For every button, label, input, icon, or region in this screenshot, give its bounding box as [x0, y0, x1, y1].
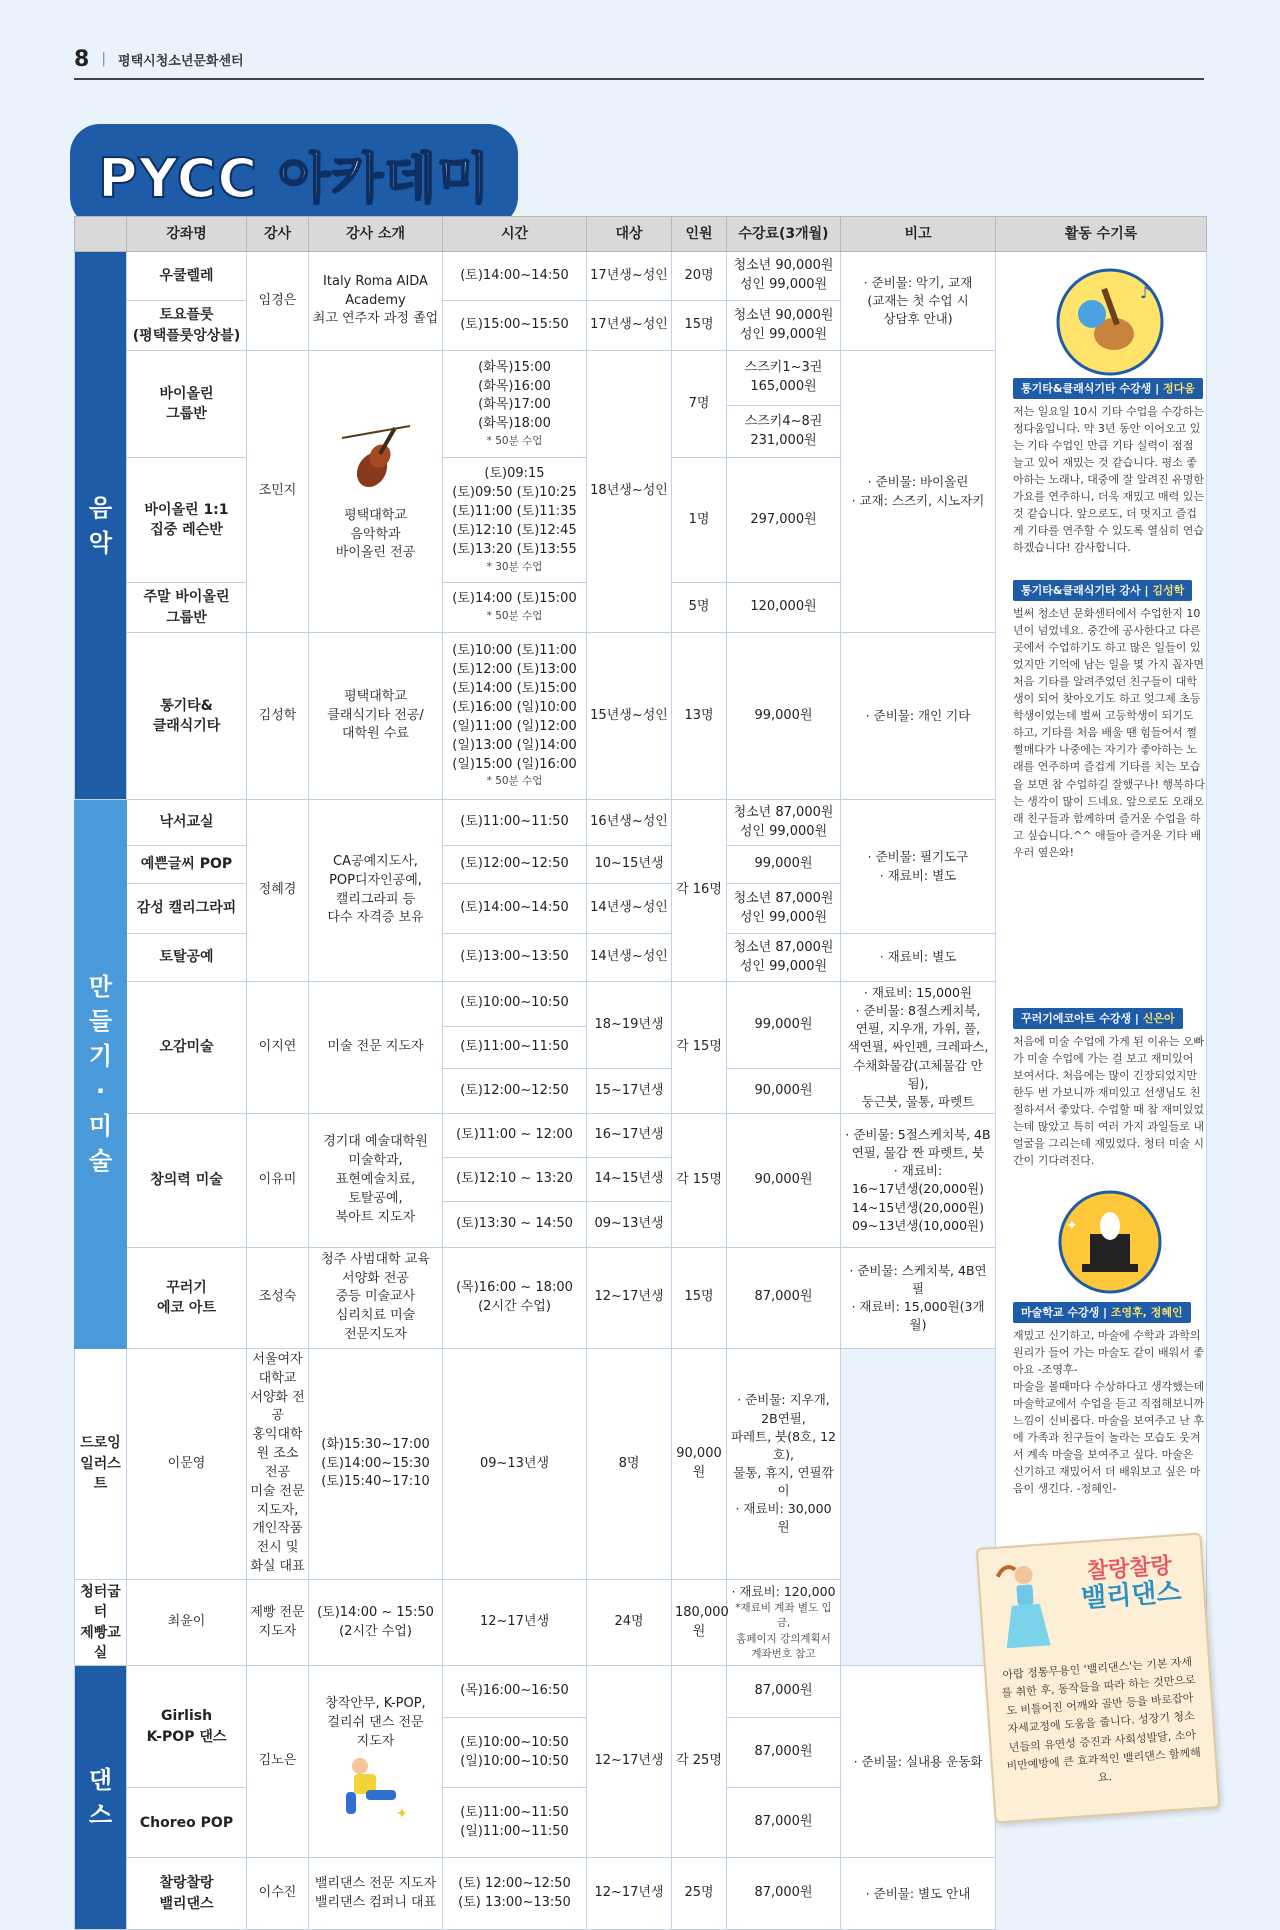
- course-target: 09~13년생: [587, 1201, 672, 1247]
- course-note: · 준비물: 개인 기타: [841, 633, 996, 800]
- course-note-cell: [727, 1580, 841, 1666]
- course-name: 토요플룻 (평택플룻앙상블): [127, 301, 247, 351]
- teacher-name: 최윤이: [127, 1580, 247, 1666]
- course-name: 오감미술: [127, 982, 247, 1114]
- teacher-intro: 청주 사범대학 교육 서양화 전공 중등 미술교사 심리치료 미술 전문지도자: [309, 1247, 443, 1348]
- teacher-intro-cell: [309, 351, 443, 633]
- course-fee: 청소년 87,000원 성인 99,000원: [727, 934, 841, 982]
- course-time: (토)09:15 (토)09:50 (토)10:25 (토)11:00 (토)11:35 (토)12:10 (토)12:45 (토)13:20 (토)13:55: [452, 466, 577, 557]
- teacher-name: 정혜경: [247, 800, 309, 982]
- course-count: 25명: [672, 1858, 727, 1930]
- organization-name: 평택시청소년문화센터: [118, 53, 244, 69]
- course-fee: 청소년 87,000원 성인 99,000원: [727, 800, 841, 846]
- course-count: 1명: [672, 458, 727, 583]
- course-name: 드로잉 일러스트: [75, 1348, 127, 1579]
- review-card: [1013, 1008, 1205, 1169]
- guitar-review-illustration: [1048, 268, 1172, 376]
- course-time: (목)16:00 ~ 18:00 (2시간 수업): [443, 1247, 587, 1348]
- course-time: (토)14:00 ~ 15:50 (2시간 수업): [309, 1580, 443, 1666]
- teacher-intro: 평택대학교 음악학과 바이올린 전공: [335, 507, 416, 561]
- course-target: 14년생~성인: [587, 934, 672, 982]
- teacher-intro: 제빵 전문 지도자: [247, 1580, 309, 1666]
- course-target: 15년생~성인: [587, 633, 672, 800]
- course-note: · 준비물: 5절스케치북, 4B 연필, 물감 짠 파렛트, 붓 · 재료비: 16~17년생(20,000원) 14~15년생(20,000원) 09~13년생(10,000원): [841, 1113, 996, 1247]
- review-text: 벌써 청소년 문화센터에서 수업한지 10년이 넘었네요. 중간에 공사한다고 다른 곳에서 수업하기도 하고 많은 일들이 있었지만 기억에 남는 일을 몇 가지 꼽자면 처음 기타를 알려주었던 친구들이 대학생이 되어 찾아오기도 하고 엊그제 초등학생이었는데 벌써 고등학생이 되기도 하고, 기타를 처음 배울 땐 힘들어서 쩔쩔매다가 나중에는 자기가 좋아하는 노래를 연주하며 즐겁게 기타를 치는 모습을 보면 참 수업하길 잘했구나! 행복하다는 생각이 많이 드네요. 앞으로도 오래오래 친구들과 함께하며 즐거운 수업을 하고 싶습니다.^^ 애들아 즐거운 기타 배우러 옆은와!: [1013, 607, 1205, 859]
- teacher-name: 조성숙: [247, 1247, 309, 1348]
- course-count: 13명: [672, 633, 727, 800]
- course-count: 7명: [672, 351, 727, 458]
- belly-dancer-icon: [987, 1559, 1063, 1654]
- belly-title-second: 밸리댄스: [1080, 1577, 1183, 1615]
- course-fee: 스즈키4~8권 231,000원: [727, 406, 841, 458]
- course-target: 12~17년생: [443, 1580, 587, 1666]
- course-name: 주말 바이올린 그룹반: [127, 583, 247, 633]
- teacher-intro: 경기대 예술대학원 미술학과, 표현예술치료, 토탈공예, 북아트 지도자: [309, 1113, 443, 1247]
- course-note: · 준비물: 실내용 운동화: [841, 1666, 996, 1858]
- course-name: Choreo POP: [127, 1788, 247, 1858]
- teacher-name: 이수진: [247, 1858, 309, 1930]
- course-time: (토)14:00~14:50: [443, 252, 587, 301]
- course-count: 각 25명: [672, 1666, 727, 1858]
- course-count: 8명: [587, 1348, 672, 1579]
- svg-text:♪: ♪: [1140, 283, 1151, 302]
- review-tag: 꾸러기에코아트 수강생 | 신은아: [1013, 1008, 1183, 1029]
- review-tag: 통기타&클래식기타 강사 | 김성학: [1013, 580, 1192, 601]
- course-time: (토)13:30 ~ 14:50: [443, 1201, 587, 1247]
- course-fee: 청소년 87,000원 성인 99,000원: [727, 884, 841, 934]
- course-count: 15명: [672, 301, 727, 351]
- course-fee: 87,000원: [727, 1247, 841, 1348]
- course-time: (토)12:10 ~ 13:20: [443, 1157, 587, 1201]
- violin-icon: [336, 420, 416, 500]
- course-fee: 120,000원: [727, 583, 841, 633]
- course-name: 바이올린 그룹반: [127, 351, 247, 458]
- teacher-name: 조민지: [247, 351, 309, 633]
- teacher-intro: 평택대학교 클래식기타 전공/ 대학원 수료: [309, 633, 443, 800]
- review-tag: 마술학교 수강생 | 조영후, 정혜인: [1013, 1302, 1191, 1323]
- svg-text:✦: ✦: [1066, 1218, 1078, 1234]
- course-time-cell: [443, 458, 587, 583]
- course-fee: 99,000원: [727, 982, 841, 1069]
- course-name: 바이올린 1:1 집중 레슨반: [127, 458, 247, 583]
- title-wrap: [74, 128, 514, 223]
- header-fee: 수강료(3개월): [727, 217, 841, 252]
- teacher-name: 이유미: [247, 1113, 309, 1247]
- time-note: * 50분 수업: [486, 610, 543, 623]
- teacher-name: 이문영: [127, 1348, 247, 1579]
- course-name: 토탈공예: [127, 934, 247, 982]
- course-name: 감성 캘리그라피: [127, 884, 247, 934]
- review-card: [1013, 580, 1205, 861]
- time-note: * 50분 수업: [486, 775, 543, 788]
- review-person: 조영후, 정혜인: [1110, 1306, 1183, 1319]
- time-note: * 30분 수업: [486, 560, 543, 573]
- course-fee: 180,000원: [672, 1580, 727, 1666]
- course-fee: 청소년 90,000원 성인 99,000원: [727, 252, 841, 301]
- time-note: * 50분 수업: [486, 435, 543, 448]
- page-header: [74, 40, 1204, 80]
- course-time: (토)15:00~15:50: [443, 301, 587, 351]
- svg-text:✦: ✦: [395, 1805, 408, 1822]
- course-count: 24명: [587, 1580, 672, 1666]
- course-name: 찰랑찰랑 밸리댄스: [127, 1858, 247, 1930]
- table-row: [75, 1858, 1207, 1930]
- course-time: (토)11:00~11:50: [443, 800, 587, 846]
- teacher-intro: 서울여자대학교 서양화 전공 홍익대학원 조소 전공 미술 전문 지도자, 개인작품 전시 및 화실 대표: [247, 1348, 309, 1579]
- course-time: (목)16:00~16:50: [443, 1666, 587, 1718]
- table-row: [75, 252, 1207, 301]
- course-time: (토)10:00~10:50 (일)10:00~10:50: [443, 1718, 587, 1788]
- course-name: 창의력 미술: [127, 1113, 247, 1247]
- dancer-icon: [336, 1752, 416, 1822]
- course-target: 16~17년생: [587, 1113, 672, 1157]
- course-count: 5명: [672, 583, 727, 633]
- course-count: 20명: [672, 252, 727, 301]
- belly-description: 아랍 정통무용인 '밸리댄스'는 기본 자세를 취한 후, 동작들을 따라 하는 것만으로도 비틀어진 어깨와 골반 등을 바로잡아 자세교정에 도움을 줍니다. 성장기 청소년들의 유연성 증진과 사회성발달, 소아 비만예방에 큰 효과적인 밸리댄스 함께해요.: [1001, 1655, 1202, 1785]
- teacher-intro: 창작안무, K-POP, 걸리쉬 댄스 전문 지도자: [325, 1696, 426, 1749]
- course-count: 각 15명: [672, 982, 727, 1114]
- course-fee: 90,000원: [727, 1113, 841, 1247]
- course-note: · 준비물: 필기도구 · 재료비: 별도: [841, 800, 996, 934]
- course-target: 17년생~성인: [587, 252, 672, 301]
- course-name: 통기타& 클래식기타: [127, 633, 247, 800]
- course-note: · 재료비: 15,000원 · 준비물: 8절스케치북, 연필, 지우개, 가위, 풀, 색연필, 싸인펜, 크레파스, 수채화물감(고체물감 안됨), 둥근붓, 물통, 파렛트: [841, 982, 996, 1114]
- course-time: (화)15:30~17:00 (토)14:00~15:30 (토)15:40~17:10: [309, 1348, 443, 1579]
- review-person: 신은아: [1142, 1012, 1175, 1025]
- course-name: 우쿨렐레: [127, 252, 247, 301]
- review-text: 처음에 미술 수업에 가게 된 이유는 오빠가 미술 수업에 가는 걸 보고 재미있어 보여서다. 처음에는 많이 긴장되었지만 한두 번 가보니까 재미있고 선생님도 친절하셔서 좋았다. 수업할 때 참 재미있었는데 많았고 특히 여러 가지 과일들로 내 얼굴을 그리는데 재밌었다. 청터 미술 시간이 기다려진다.: [1013, 1035, 1204, 1168]
- course-target: 10~15년생: [587, 846, 672, 884]
- course-target: 15~17년생: [587, 1069, 672, 1114]
- header-separator: |: [101, 51, 107, 67]
- review-text: 재밌고 신기하고, 마술에 수학과 과학의 원리가 들어 가는 마술도 같이 배워서 좋아요 -조영후- 마술을 볼때마다 수상하다고 생각했는데 마술학교에서 수업을 듣고 직접해보니까 느낌이 신비롭다. 마술을 보여주고 난 후에 가족과 친구들이 놀라는 모습도 웃겨서 계속 마술을 보여주고 싶다. 마술은 신기하고 재밌어서 더 배워보고 싶은 마음이 생긴다. -정혜인-: [1013, 1329, 1205, 1496]
- teacher-intro: Italy Roma AIDA Academy 최고 연주자 과정 졸업: [309, 252, 443, 351]
- course-time: (토) 12:00~12:50 (토) 13:00~13:50: [443, 1858, 587, 1930]
- review-tag: 통기타&클래식기타 수강생 | 정다움: [1013, 378, 1203, 399]
- course-time: (토)11:00~11:50 (일)11:00~11:50: [443, 1788, 587, 1858]
- course-time-cell: [443, 583, 587, 633]
- category-header: [75, 217, 127, 252]
- course-target: 18년생~성인: [587, 351, 672, 633]
- teacher-intro: CA공예지도사, POP디자인공예, 캘리그라피 등 다수 자격증 보유: [309, 800, 443, 982]
- course-fee: 99,000원: [727, 846, 841, 884]
- course-target: 17년생~성인: [587, 301, 672, 351]
- course-fee: 297,000원: [727, 458, 841, 583]
- category-craft: 만 들 기 · 미 술: [75, 800, 127, 1349]
- course-note: · 재료비: 별도: [841, 934, 996, 982]
- course-note: · 재료비: 120,000: [731, 1584, 836, 1600]
- teacher-name: 김성학: [247, 633, 309, 800]
- course-target: 12~17년생: [587, 1666, 672, 1858]
- page-title: PYCC 아카데미: [98, 147, 491, 210]
- review-tag-label: 통기타&클래식기타 강사: [1021, 584, 1141, 597]
- title-badge: [74, 128, 514, 223]
- course-time: (토)10:00~10:50: [443, 982, 587, 1027]
- teacher-name: 김노은: [247, 1666, 309, 1858]
- course-name: 청터굽터 제빵교실: [75, 1580, 127, 1666]
- course-target: 09~13년생: [443, 1348, 587, 1579]
- teacher-intro: 미술 전문 지도자: [309, 982, 443, 1114]
- course-time-cell: [443, 351, 587, 458]
- teacher-intro-cell: [309, 1666, 443, 1858]
- course-fee: 87,000원: [727, 1858, 841, 1930]
- course-name: 꾸러기 에코 아트: [127, 1247, 247, 1348]
- teacher-intro: 밸리댄스 전문 지도자 밸리댄스 컴퍼니 대표: [309, 1858, 443, 1930]
- course-target: 16년생~성인: [587, 800, 672, 846]
- course-fee: 87,000원: [727, 1718, 841, 1788]
- header-note: 비고: [841, 217, 996, 252]
- course-fee: 90,000원: [672, 1348, 727, 1579]
- course-target: 12~17년생: [587, 1858, 672, 1930]
- course-time: (토)11:00~11:50: [443, 1026, 587, 1069]
- course-time: (토)11:00 ~ 12:00: [443, 1113, 587, 1157]
- review-person: 김성학: [1152, 584, 1185, 597]
- course-time: (토)12:00~12:50: [443, 846, 587, 884]
- teacher-name: 이지연: [247, 982, 309, 1114]
- course-time-cell: [443, 633, 587, 800]
- category-dance: 댄 스: [75, 1666, 127, 1930]
- teacher-name: 임경은: [247, 252, 309, 351]
- belly-dance-card: [976, 1532, 1221, 1823]
- course-name: Girlish K-POP 댄스: [127, 1666, 247, 1788]
- belly-title-first: 찰랑찰랑: [1086, 1553, 1173, 1585]
- course-target: 14년생~성인: [587, 884, 672, 934]
- course-fee: 87,000원: [727, 1788, 841, 1858]
- course-time: (토)10:00 (토)11:00 (토)12:00 (토)13:00 (토)14:00 (토)15:00 (토)16:00 (일)10:00 (일)11:00 (일)12:00 (일)13:00 (일)14:00 (일)15:00 (일)16:00: [452, 643, 577, 772]
- header-course: 강좌명: [127, 217, 247, 252]
- course-target: 12~17년생: [587, 1247, 672, 1348]
- course-note: · 준비물: 바이올린 · 교재: 스즈키, 시노자키: [841, 351, 996, 633]
- header-review: 활동 수기록: [996, 217, 1207, 252]
- course-note-small: *재료비 계좌 별도 입금, 홈페이지 강의계획서 계좌번호 참고: [735, 1602, 832, 1660]
- magic-review-illustration: [1048, 1190, 1172, 1296]
- course-time: (토)13:00~13:50: [443, 934, 587, 982]
- belly-title: [1059, 1553, 1202, 1615]
- course-name: 예쁜글씨 POP: [127, 846, 247, 884]
- review-text: 저는 일요일 10시 기타 수업을 수강하는 정다움입니다. 약 3년 동안 이어오고 있는 기타 수업인 만큼 기타 실력이 점점 늘고 있어 재밌는 것 같습니다. 평소 좋아하는 노래나, 대중에 잘 알려진 유명한 가요를 연주하니, 더욱 재밌고 매력 있는 것 같습니다. 앞으로도, 더 멋지고 즐겁게 기타를 연주할 수 있도록 열심히 연습하겠습니다! 감사합니다.: [1013, 405, 1204, 555]
- review-card: [1013, 1302, 1205, 1498]
- header-count: 인원: [672, 217, 727, 252]
- course-fee: 99,000원: [727, 633, 841, 800]
- page-number: 8: [74, 46, 90, 72]
- header-target: 대상: [587, 217, 672, 252]
- review-tag-label: 통기타&클래식기타 수강생: [1021, 382, 1152, 395]
- category-music: 음 악: [75, 252, 127, 800]
- course-note: · 준비물: 별도 안내: [841, 1858, 996, 1930]
- course-count: 15명: [672, 1247, 727, 1348]
- course-note: · 준비물: 지우개, 2B연필, 파레트, 붓(8호, 12호), 물통, 휴지, 연필깎이 · 재료비: 30,000원: [727, 1348, 841, 1579]
- review-person: 정다움: [1163, 382, 1195, 395]
- course-time: (화목)15:00 (화목)16:00 (화목)17:00 (화목)18:00: [478, 359, 551, 432]
- course-time: (토)12:00~12:50: [443, 1069, 587, 1114]
- course-fee: 90,000원: [727, 1069, 841, 1114]
- course-target: 18~19년생: [587, 982, 672, 1069]
- course-count: 각 15명: [672, 1113, 727, 1247]
- course-target: 14~15년생: [587, 1157, 672, 1201]
- course-fee: 87,000원: [727, 1666, 841, 1718]
- course-time: (토)14:00 (토)15:00: [452, 591, 577, 607]
- review-card: [1013, 378, 1205, 556]
- course-time: (토)14:00~14:50: [443, 884, 587, 934]
- header-teacher: 강사: [247, 217, 309, 252]
- course-count: 각 16명: [672, 800, 727, 982]
- table-header-row: [75, 217, 1207, 252]
- course-note: · 준비물: 악기, 교재 (교재는 첫 수업 시 상담후 안내): [841, 252, 996, 351]
- header-intro: 강사 소개: [309, 217, 443, 252]
- course-fee: 스즈키1~3권 165,000원: [727, 351, 841, 406]
- course-note: · 준비물: 스케치북, 4B연필 · 재료비: 15,000원(3개월): [841, 1247, 996, 1348]
- course-fee: 청소년 90,000원 성인 99,000원: [727, 301, 841, 351]
- course-name: 낙서교실: [127, 800, 247, 846]
- review-tag-label: 꾸러기에코아트 수강생: [1021, 1012, 1132, 1025]
- header-time: 시간: [443, 217, 587, 252]
- review-tag-label: 마술학교 수강생: [1021, 1306, 1100, 1319]
